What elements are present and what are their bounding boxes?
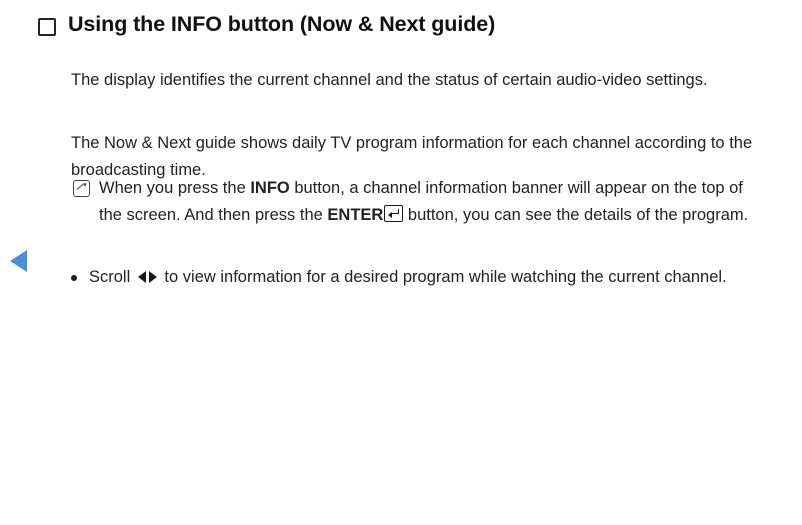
bullet-text-part1: Scroll xyxy=(89,268,135,286)
left-arrow-icon xyxy=(138,271,146,283)
enter-text: ENTER xyxy=(327,206,384,224)
square-bullet-icon xyxy=(38,18,56,36)
previous-page-arrow-icon[interactable] xyxy=(10,250,27,272)
note-text-part3: button, you can see the details of the program. xyxy=(403,206,749,224)
enter-key-icon xyxy=(384,205,403,222)
note-text-part1: When you press the xyxy=(99,179,251,197)
info-button-label: INFO xyxy=(250,179,290,197)
section-heading xyxy=(38,10,772,39)
enter-button-label xyxy=(327,206,403,224)
note-block xyxy=(73,175,757,229)
note-text xyxy=(99,175,757,229)
note-text-part2: button, a channel information banner will appear on the top of the screen. And then press the xyxy=(99,179,743,224)
bullet-text-part2: to view information for a desired program while watching the current channel. xyxy=(159,268,727,286)
round-bullet-icon xyxy=(71,275,77,281)
bullet-item xyxy=(71,264,760,291)
page-title: Using the INFO button (Now & Next guide) xyxy=(68,12,496,36)
paragraph-2: The Now & Next guide shows daily TV program information for each channel according to the broadcasting time. xyxy=(71,133,753,179)
right-arrow-icon xyxy=(149,271,157,283)
note-pencil-icon xyxy=(73,180,90,197)
paragraph-1: The display identifies the current channel and the status of certain audio-video settings. xyxy=(71,70,708,89)
bullet-text xyxy=(89,264,727,291)
